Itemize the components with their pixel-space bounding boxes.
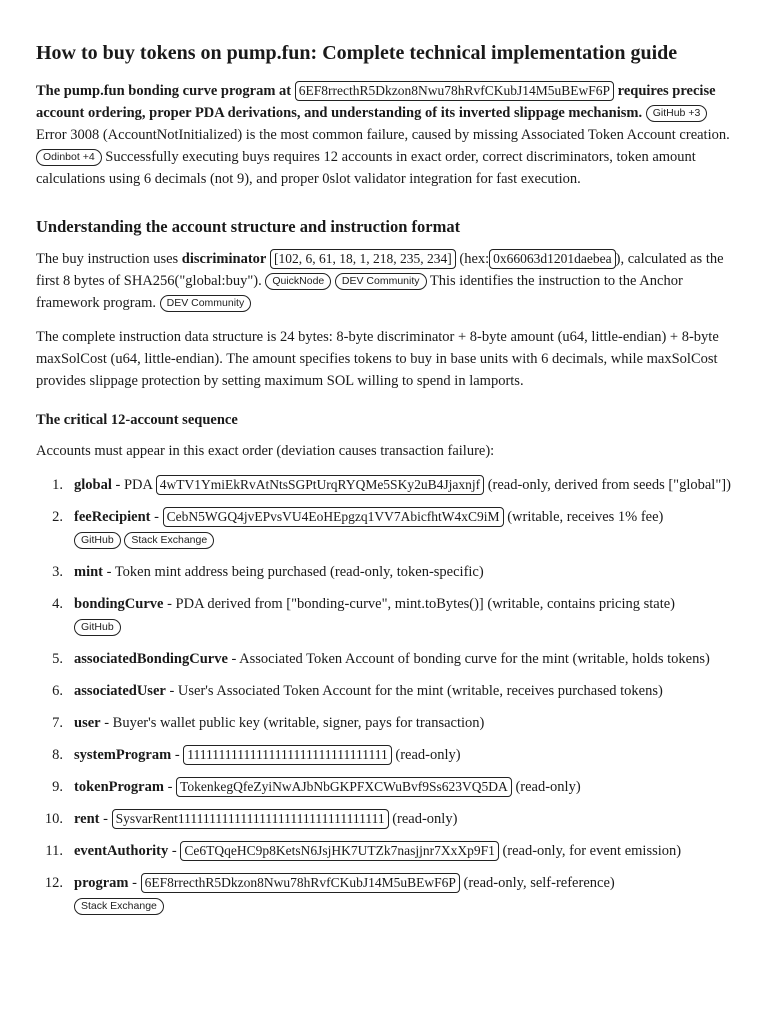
source-tag-github[interactable]: GitHub +3 xyxy=(646,105,708,122)
source-tag-dev-community[interactable]: DEV Community xyxy=(335,273,427,290)
account-desc: - PDA derived from ["bonding-curve", mint.toBytes()] (writable, contains pricing state) xyxy=(163,596,676,612)
list-number: 10. xyxy=(44,811,63,827)
account-name: mint xyxy=(74,564,103,580)
list-item xyxy=(36,872,738,918)
account-address-code: SysvarRent111111111111111111111111111111111 xyxy=(112,809,389,829)
account-name: program xyxy=(74,875,129,891)
source-tag[interactable]: Stack Exchange xyxy=(74,898,164,915)
intro-text-1: Error 3008 (AccountNotInitialized) is the most common failure, caused by missing Associated Token Account creation. xyxy=(36,127,730,143)
account-desc-suffix: (read-only, derived from seeds ["global"]) xyxy=(484,477,731,493)
list-number: 12. xyxy=(44,875,63,891)
account-desc: - xyxy=(150,509,163,525)
list-item xyxy=(36,744,738,767)
account-desc: - xyxy=(163,779,177,795)
source-tag[interactable]: GitHub xyxy=(74,619,121,636)
list-item xyxy=(36,808,738,831)
text: ), calculated as the first 8 bytes of SHA256("global:buy"). xyxy=(36,251,724,289)
list-item xyxy=(36,840,738,863)
account-desc-suffix: (read-only, self-reference) xyxy=(459,875,615,891)
source-tag[interactable]: Stack Exchange xyxy=(124,532,214,549)
intro-bold-2: requires precise account ordering, proper PDA derivations, and understanding of its inverted slippage mechanism. xyxy=(36,83,716,121)
list-item xyxy=(36,712,738,735)
instruction-data-paragraph: The complete instruction data structure is 24 bytes: 8-byte discriminator + 8-byte amount (u64, little-endian) + 8-byte maxSolCost (u64, little-endian). The amount specifies tokens to buy in base units with 6 decimals, while maxSolCost provides slippage protection by setting maximum SOL willing to spend in lamports. xyxy=(36,329,719,389)
discriminator-bytes-code: [102, 6, 61, 18, 1, 218, 235, 234] xyxy=(270,249,456,269)
program-id-code: 6EF8rrecthR5Dkzon8Nwu78hRvfCKubJ14M5uBEwF6P xyxy=(295,81,614,101)
account-name: global xyxy=(74,477,112,493)
list-item xyxy=(36,593,738,639)
list-number: 6. xyxy=(52,683,63,699)
source-tag-odinbot[interactable]: Odinbot +4 xyxy=(36,149,102,166)
account-desc: - xyxy=(128,875,141,891)
account-name: rent xyxy=(74,811,100,827)
account-address-code: Ce6TQqeHC9p8KetsN6JsjHK7UTZk7nasjjnr7XxXp9F1 xyxy=(180,841,498,861)
account-name: bondingCurve xyxy=(74,596,164,612)
list-number: 1. xyxy=(52,477,63,493)
intro-text-2: Successfully executing buys requires 12 accounts in exact order, correct discriminators, token amount calculations using 6 decimals (not 9), and proper 0slot validator integration for fast execution. xyxy=(36,149,696,187)
account-address-code: 11111111111111111111111111111111 xyxy=(183,745,391,765)
list-number: 3. xyxy=(52,564,63,580)
text: (hex: xyxy=(459,251,490,267)
list-item xyxy=(36,680,738,703)
account-desc: - Buyer's wallet public key (writable, signer, pays for transaction) xyxy=(100,715,485,731)
intro-bold-1: The pump.fun bonding curve program at xyxy=(36,83,292,99)
list-item xyxy=(36,648,738,671)
list-item xyxy=(36,474,738,497)
account-name: user xyxy=(74,715,101,731)
source-tag-quicknode[interactable]: QuickNode xyxy=(265,273,331,290)
account-desc-suffix: (read-only) xyxy=(388,811,458,827)
source-tag-dev-community[interactable]: DEV Community xyxy=(160,295,252,312)
page-title: How to buy tokens on pump.fun: Complete technical implementation guide xyxy=(36,42,678,64)
account-name: tokenProgram xyxy=(74,779,164,795)
list-number: 11. xyxy=(45,843,63,859)
account-name: eventAuthority xyxy=(74,843,169,859)
list-number: 2. xyxy=(52,509,63,525)
account-desc: - xyxy=(168,843,181,859)
list-number: 7. xyxy=(52,715,63,731)
discriminator-hex-code: 0x66063d1201daebea xyxy=(489,249,615,269)
account-sequence-intro: Accounts must appear in this exact order (deviation causes transaction failure): xyxy=(36,443,495,459)
list-item xyxy=(36,561,738,584)
text: The buy instruction uses xyxy=(36,251,179,267)
source-tag[interactable]: GitHub xyxy=(74,532,121,549)
account-desc-suffix: (writable, receives 1% fee) xyxy=(503,509,664,525)
list-item xyxy=(36,506,738,552)
account-desc-suffix: (read-only) xyxy=(511,779,581,795)
account-list xyxy=(36,474,738,918)
account-name: associatedUser xyxy=(74,683,166,699)
account-desc: - xyxy=(99,811,112,827)
account-desc: - PDA xyxy=(111,477,156,493)
account-desc: - xyxy=(171,747,184,763)
text: This identifies the instruction to the Anchor framework program. xyxy=(36,273,683,311)
account-address-code: 6EF8rrecthR5Dkzon8Nwu78hRvfCKubJ14M5uBEwF6P xyxy=(141,873,460,893)
account-desc: - Associated Token Account of bonding curve for the mint (writable, holds tokens) xyxy=(227,651,710,667)
list-number: 9. xyxy=(52,779,63,795)
account-desc-suffix: (read-only, for event emission) xyxy=(498,843,682,859)
intro-paragraph xyxy=(36,80,738,190)
account-name: associatedBondingCurve xyxy=(74,651,228,667)
list-number: 8. xyxy=(52,747,63,763)
list-item xyxy=(36,776,738,799)
account-address-code: 4wTV1YmiEkRvAtNtsSGPtUrqRYQMe5SKy2uB4Jjaxnjf xyxy=(156,475,484,495)
account-address-code: CebN5WGQ4jvEPvsVU4EoHEpgzq1VV7AbicfhtW4xC9iM xyxy=(163,507,504,527)
account-address-code: TokenkegQfeZyiNwAJbNbGKPFXCWuBvf9Ss623VQ5DA xyxy=(176,777,512,797)
account-name: feeRecipient xyxy=(74,509,151,525)
account-name: systemProgram xyxy=(74,747,172,763)
account-desc-suffix: (read-only) xyxy=(391,747,461,763)
list-number: 4. xyxy=(52,596,63,612)
list-number: 5. xyxy=(52,651,63,667)
section-heading-account-structure: Understanding the account structure and instruction format xyxy=(36,217,461,236)
section-heading-account-sequence: The critical 12-account sequence xyxy=(36,412,238,428)
discriminator-paragraph xyxy=(36,248,738,314)
account-desc: - Token mint address being purchased (read-only, token-specific) xyxy=(103,564,484,580)
account-desc: - User's Associated Token Account for the mint (writable, receives purchased tokens) xyxy=(165,683,663,699)
discriminator-label: discriminator xyxy=(181,251,267,267)
